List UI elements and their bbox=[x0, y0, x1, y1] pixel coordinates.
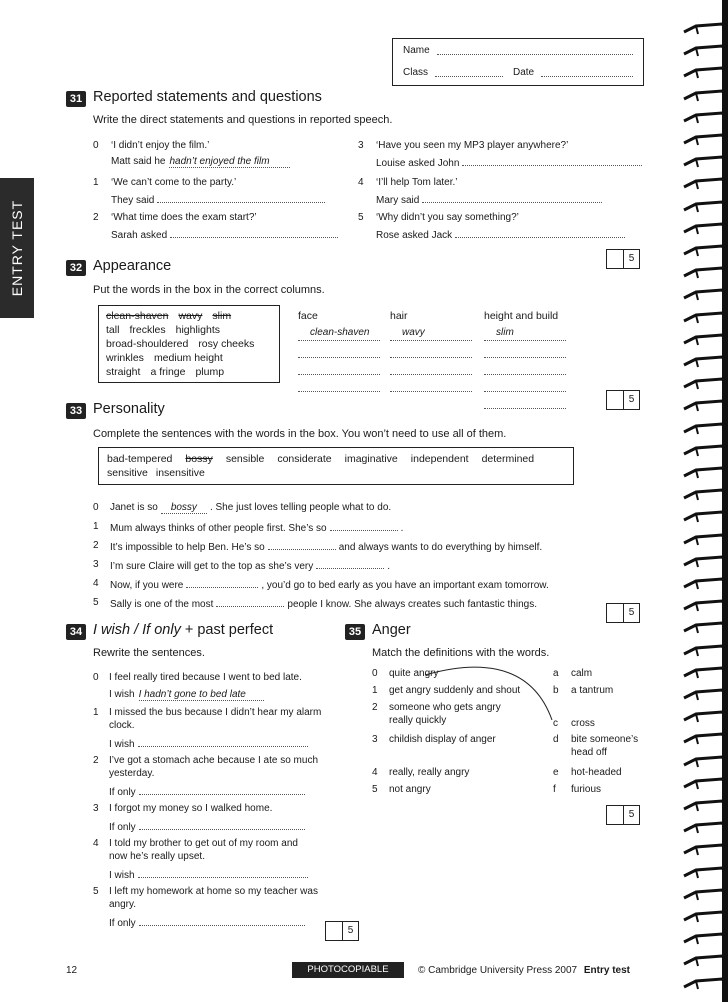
section-32-score-box-2[interactable] bbox=[606, 390, 640, 410]
s33-item-post: . bbox=[400, 523, 404, 534]
s34-item-answer-line bbox=[109, 916, 308, 929]
s32-box-row bbox=[106, 352, 233, 364]
s32-box-word: slim bbox=[212, 310, 232, 322]
section-34-score-total: 5 bbox=[342, 922, 358, 940]
s32-box-word: highlights bbox=[175, 324, 220, 336]
s33-item-sentence bbox=[110, 597, 537, 610]
s33-item-blank[interactable] bbox=[186, 578, 258, 588]
section-32-score-total: 5 bbox=[623, 250, 639, 268]
s32-box-word: rosy cheeks bbox=[198, 338, 255, 350]
s33-box-word: bad-tempered bbox=[107, 453, 173, 465]
s34-item-blank[interactable] bbox=[138, 737, 308, 747]
s31-item-number: 4 bbox=[358, 177, 364, 188]
s35-definition-text: someone who gets angry bbox=[389, 702, 501, 713]
section-34-score-box[interactable] bbox=[325, 921, 359, 941]
s35-word-text: cross bbox=[571, 718, 595, 729]
s35-word-letter: d bbox=[553, 734, 559, 745]
s33-item-pre: I’m sure Claire will get to the top as she’s very bbox=[110, 561, 314, 572]
s33-item-number: 4 bbox=[93, 578, 99, 589]
s31-item-number: 5 bbox=[358, 212, 364, 223]
name-label: Name bbox=[403, 45, 430, 56]
s34-item-answer-line bbox=[109, 737, 311, 750]
s33-item-blank[interactable] bbox=[316, 559, 384, 569]
s32-box-row bbox=[106, 310, 241, 322]
s33-item-number: 3 bbox=[93, 559, 99, 570]
s34-item-lead: If only bbox=[109, 787, 136, 798]
s35-word-letter: e bbox=[553, 767, 559, 778]
s33-item-blank[interactable] bbox=[216, 597, 284, 607]
s33-item-sentence bbox=[110, 502, 391, 513]
s33-item-number: 1 bbox=[93, 521, 99, 532]
entry-test-label: Entry test bbox=[583, 965, 631, 976]
section-35-number: 35 bbox=[345, 624, 365, 640]
s32-answer-line[interactable] bbox=[390, 391, 472, 392]
s33-box-row bbox=[107, 467, 213, 479]
s34-item-number: 2 bbox=[93, 755, 99, 766]
s34-item-text: clock. bbox=[109, 720, 135, 731]
section-33-title: Personality bbox=[93, 401, 165, 417]
s31-item-number: 0 bbox=[93, 140, 99, 151]
s33-box-word: independent bbox=[410, 453, 469, 465]
s32-answer-line[interactable] bbox=[298, 374, 380, 375]
section-33-instruction: Complete the sentences with the words in the box. You won’t need to use all of them. bbox=[93, 428, 507, 440]
s33-item-post: . She just loves telling people what to do. bbox=[209, 502, 392, 513]
section-32-score-box[interactable] bbox=[606, 249, 640, 269]
s33-item-blank[interactable] bbox=[330, 521, 398, 531]
section-34-number: 34 bbox=[66, 624, 86, 640]
side-tab bbox=[0, 178, 34, 318]
s34-item-text: I missed the bus because I didn’t hear my alarm bbox=[109, 707, 322, 718]
section-31-title: Reported statements and questions bbox=[93, 89, 322, 105]
s35-definition-text: quite angry bbox=[389, 668, 439, 679]
s34-item-lead: I wish bbox=[109, 870, 135, 881]
s32-box-word: wrinkles bbox=[106, 352, 144, 364]
s34-item-answer-line bbox=[109, 820, 308, 833]
s35-word-text: calm bbox=[571, 668, 593, 679]
section-35-score-box[interactable] bbox=[606, 805, 640, 825]
section-35-score-total: 5 bbox=[623, 806, 639, 824]
s35-word-text: a tantrum bbox=[571, 685, 614, 696]
s34-item-text: now he’s really upset. bbox=[109, 851, 205, 862]
s33-item-number: 5 bbox=[93, 597, 99, 608]
s35-definition-text: not angry bbox=[389, 784, 431, 795]
s33-item-pre: Janet is so bbox=[110, 502, 158, 513]
s31-item-number: 2 bbox=[93, 212, 99, 223]
s34-item-number: 3 bbox=[93, 803, 99, 814]
s33-item-pre: It’s impossible to help Ben. He’s so bbox=[110, 542, 265, 553]
s32-column-example: clean-shaven bbox=[310, 327, 370, 338]
s31-item-quote: ‘What time does the exam start?’ bbox=[111, 212, 257, 223]
section-33-score-box[interactable] bbox=[606, 603, 640, 623]
s32-answer-line[interactable] bbox=[390, 374, 472, 375]
s33-item-blank[interactable] bbox=[268, 540, 336, 550]
s35-word-letter: b bbox=[553, 685, 559, 696]
s32-column-header: height and build bbox=[484, 310, 559, 322]
s31-item-quote: ‘Why didn’t you say something?’ bbox=[376, 212, 519, 223]
section-32-instruction: Put the words in the box in the correct columns. bbox=[93, 284, 325, 296]
s32-answer-line[interactable] bbox=[390, 357, 472, 358]
s31-item-quote: ‘Have you seen my MP3 player anywhere?’ bbox=[376, 140, 569, 151]
s33-box-word: sensitive bbox=[107, 467, 148, 479]
s34-item-answer-line bbox=[109, 785, 308, 798]
section-33-score-total: 5 bbox=[623, 604, 639, 622]
s33-box-row bbox=[107, 453, 547, 465]
s31-item-blank[interactable] bbox=[157, 193, 325, 203]
s31-item-lead: Matt said he bbox=[111, 156, 166, 167]
s35-definition-number: 5 bbox=[372, 784, 378, 795]
s34-item-text: angry. bbox=[109, 899, 137, 910]
s34-item-blank[interactable] bbox=[139, 916, 305, 926]
s32-answer-line[interactable] bbox=[298, 391, 380, 392]
s32-answer-line[interactable] bbox=[298, 357, 380, 358]
s34-item-lead: If only bbox=[109, 822, 136, 833]
s32-answer-line[interactable] bbox=[484, 374, 566, 375]
s33-item-post: , you’d go to bed early as you have an important exam tomorrow. bbox=[261, 580, 549, 591]
s32-column-header: face bbox=[298, 310, 318, 322]
s33-item-sentence bbox=[110, 559, 390, 572]
class-field[interactable] bbox=[435, 67, 503, 77]
side-tab-label: ENTRY TEST bbox=[9, 199, 25, 297]
s32-column-header: hair bbox=[390, 310, 408, 322]
s35-definition-text: get angry suddenly and shout bbox=[389, 685, 521, 696]
s33-box-word: sensible bbox=[225, 453, 265, 465]
date-field[interactable] bbox=[541, 67, 633, 77]
s35-word-letter: a bbox=[553, 668, 559, 679]
s35-definition-number: 2 bbox=[372, 702, 378, 713]
s31-item-lead: Louise asked John bbox=[376, 158, 460, 169]
s31-item-answer[interactable]: hadn’t enjoyed the film bbox=[169, 156, 289, 168]
s32-answer-line[interactable] bbox=[484, 391, 566, 392]
s35-word-text: furious bbox=[571, 784, 602, 795]
s34-item-text: yesterday. bbox=[109, 768, 155, 779]
s31-item-lead: They said bbox=[111, 195, 155, 206]
s34-item-text: I left my homework at home so my teacher was bbox=[109, 886, 318, 897]
s32-box-word: wavy bbox=[178, 310, 203, 322]
s34-item-answer-line bbox=[109, 868, 311, 881]
s31-item-lead: Mary said bbox=[376, 195, 420, 206]
s32-answer-line[interactable] bbox=[298, 340, 380, 341]
spiral-binding bbox=[682, 0, 728, 1002]
s34-item-lead: If only bbox=[109, 918, 136, 929]
s33-box-word: bossy bbox=[185, 453, 213, 465]
s31-item-blank[interactable] bbox=[170, 228, 338, 238]
s34-item-number: 4 bbox=[93, 838, 99, 849]
s31-item-blank[interactable] bbox=[422, 193, 602, 203]
date-label: Date bbox=[513, 67, 535, 78]
s35-definition-number: 3 bbox=[372, 734, 378, 745]
s31-item-quote: ‘I didn’t enjoy the film.’ bbox=[111, 140, 210, 151]
section-34-title bbox=[93, 622, 273, 638]
s32-box-word: tall bbox=[106, 324, 120, 336]
photocopiable-badge: PHOTOCOPIABLE bbox=[292, 962, 404, 978]
s32-box-row bbox=[106, 324, 230, 336]
s33-item-post: and always wants to do everything by himself. bbox=[338, 542, 543, 553]
name-field[interactable] bbox=[437, 45, 633, 55]
s34-item-text: I forgot my money so I walked home. bbox=[109, 803, 273, 814]
s31-item-number: 1 bbox=[93, 177, 99, 188]
section-32-score-total-2: 5 bbox=[623, 391, 639, 409]
s33-item-pre: Mum always thinks of other people first. She’s so bbox=[110, 523, 327, 534]
s33-box-word: considerate bbox=[277, 453, 332, 465]
s34-item-answer[interactable]: I hadn’t gone to bed late bbox=[139, 689, 264, 701]
s33-item-answer[interactable]: bossy bbox=[161, 502, 207, 514]
s31-item-quote: ‘We can’t come to the party.’ bbox=[111, 177, 237, 188]
page-number: 12 bbox=[66, 965, 78, 976]
copyright: © Cambridge University Press 2007 bbox=[418, 965, 578, 976]
s34-item-lead: I wish bbox=[109, 739, 135, 750]
s35-word-letter: c bbox=[553, 718, 558, 729]
s31-item-lead: Sarah asked bbox=[111, 230, 168, 241]
s33-item-pre: Now, if you were bbox=[110, 580, 184, 591]
section-34-title-italic: I wish / If only bbox=[93, 622, 181, 638]
section-34-instruction: Rewrite the sentences. bbox=[93, 647, 205, 659]
s33-item-pre: Sally is one of the most bbox=[110, 599, 214, 610]
s34-item-blank[interactable] bbox=[138, 868, 308, 878]
s32-box-word: a fringe bbox=[150, 366, 186, 378]
s32-box-word: broad-shouldered bbox=[106, 338, 189, 350]
s31-item-answer-line bbox=[376, 156, 645, 169]
s35-definition-number: 0 bbox=[372, 668, 378, 679]
s31-item-lead: Rose asked Jack bbox=[376, 230, 453, 241]
s31-item-answer-line bbox=[111, 193, 328, 206]
s32-box-word: clean-shaven bbox=[106, 310, 169, 322]
s32-box-word: straight bbox=[106, 366, 141, 378]
s31-item-quote: ‘I’ll help Tom later.’ bbox=[376, 177, 458, 188]
section-31-instruction: Write the direct statements and questions in reported speech. bbox=[93, 114, 393, 126]
s31-item-blank[interactable] bbox=[462, 156, 642, 166]
s34-item-number: 1 bbox=[93, 707, 99, 718]
s34-item-number: 5 bbox=[93, 886, 99, 897]
s34-item-number: 0 bbox=[93, 672, 99, 683]
s32-column-example: wavy bbox=[402, 327, 425, 338]
s35-definition-text: childish display of anger bbox=[389, 734, 496, 745]
section-35-title: Anger bbox=[372, 622, 411, 638]
s32-answer-line[interactable] bbox=[484, 340, 566, 341]
s33-box-word: insensitive bbox=[155, 467, 205, 479]
s32-answer-line[interactable] bbox=[390, 340, 472, 341]
s35-definition-number: 1 bbox=[372, 685, 378, 696]
student-details-box bbox=[392, 38, 644, 86]
s31-item-answer-line bbox=[111, 156, 290, 167]
s35-word-text: head off bbox=[571, 747, 607, 758]
section-34-title-rest: + past perfect bbox=[184, 622, 274, 638]
s31-item-number: 3 bbox=[358, 140, 364, 151]
s32-box-row bbox=[106, 338, 264, 350]
s32-column-example: slim bbox=[496, 327, 514, 338]
section-35-instruction: Match the definitions with the words. bbox=[372, 647, 550, 659]
s31-item-answer-line bbox=[111, 228, 341, 241]
s35-definition-text: really quickly bbox=[389, 715, 447, 726]
s35-word-text: hot-headed bbox=[571, 767, 622, 778]
section-33-number: 33 bbox=[66, 403, 86, 419]
s34-item-lead: I wish bbox=[109, 689, 135, 700]
example-match-line bbox=[420, 660, 560, 730]
s34-item-text: I’ve got a stomach ache because I ate so much bbox=[109, 755, 319, 766]
s34-item-answer-line bbox=[109, 689, 264, 700]
s32-box-word: plump bbox=[195, 366, 225, 378]
s33-item-sentence bbox=[110, 540, 542, 553]
class-label: Class bbox=[403, 67, 429, 78]
s31-item-answer-line bbox=[376, 193, 605, 206]
s33-box-word: imaginative bbox=[344, 453, 398, 465]
s33-item-sentence bbox=[110, 578, 549, 591]
section-32-title: Appearance bbox=[93, 258, 172, 274]
s33-box-word: determined bbox=[481, 453, 535, 465]
s33-item-number: 0 bbox=[93, 502, 99, 513]
s34-item-text: I told my brother to get out of my room and bbox=[109, 838, 298, 849]
section-32-number: 32 bbox=[66, 260, 86, 276]
s32-answer-line[interactable] bbox=[484, 408, 566, 409]
s33-item-sentence bbox=[110, 521, 403, 534]
s35-word-letter: f bbox=[553, 784, 556, 795]
s35-definition-number: 4 bbox=[372, 767, 378, 778]
s32-box-row bbox=[106, 366, 234, 378]
s35-definition-text: really, really angry bbox=[389, 767, 470, 778]
copyright-text bbox=[418, 965, 630, 976]
s32-box-word: freckles bbox=[129, 324, 166, 336]
s35-word-text: bite someone’s bbox=[571, 734, 639, 745]
s33-item-number: 2 bbox=[93, 540, 99, 551]
s33-item-post: people I know. She always creates such fantastic things. bbox=[287, 599, 537, 610]
s34-item-blank[interactable] bbox=[139, 820, 305, 830]
s32-box-word: medium height bbox=[153, 352, 223, 364]
s34-item-blank[interactable] bbox=[139, 785, 305, 795]
s33-item-post: . bbox=[387, 561, 391, 572]
s32-answer-line[interactable] bbox=[484, 357, 566, 358]
s34-item-text: I feel really tired because I went to bed late. bbox=[109, 672, 302, 683]
section-31-number: 31 bbox=[66, 91, 86, 107]
s31-item-blank[interactable] bbox=[455, 228, 625, 238]
s31-item-answer-line bbox=[376, 228, 628, 241]
